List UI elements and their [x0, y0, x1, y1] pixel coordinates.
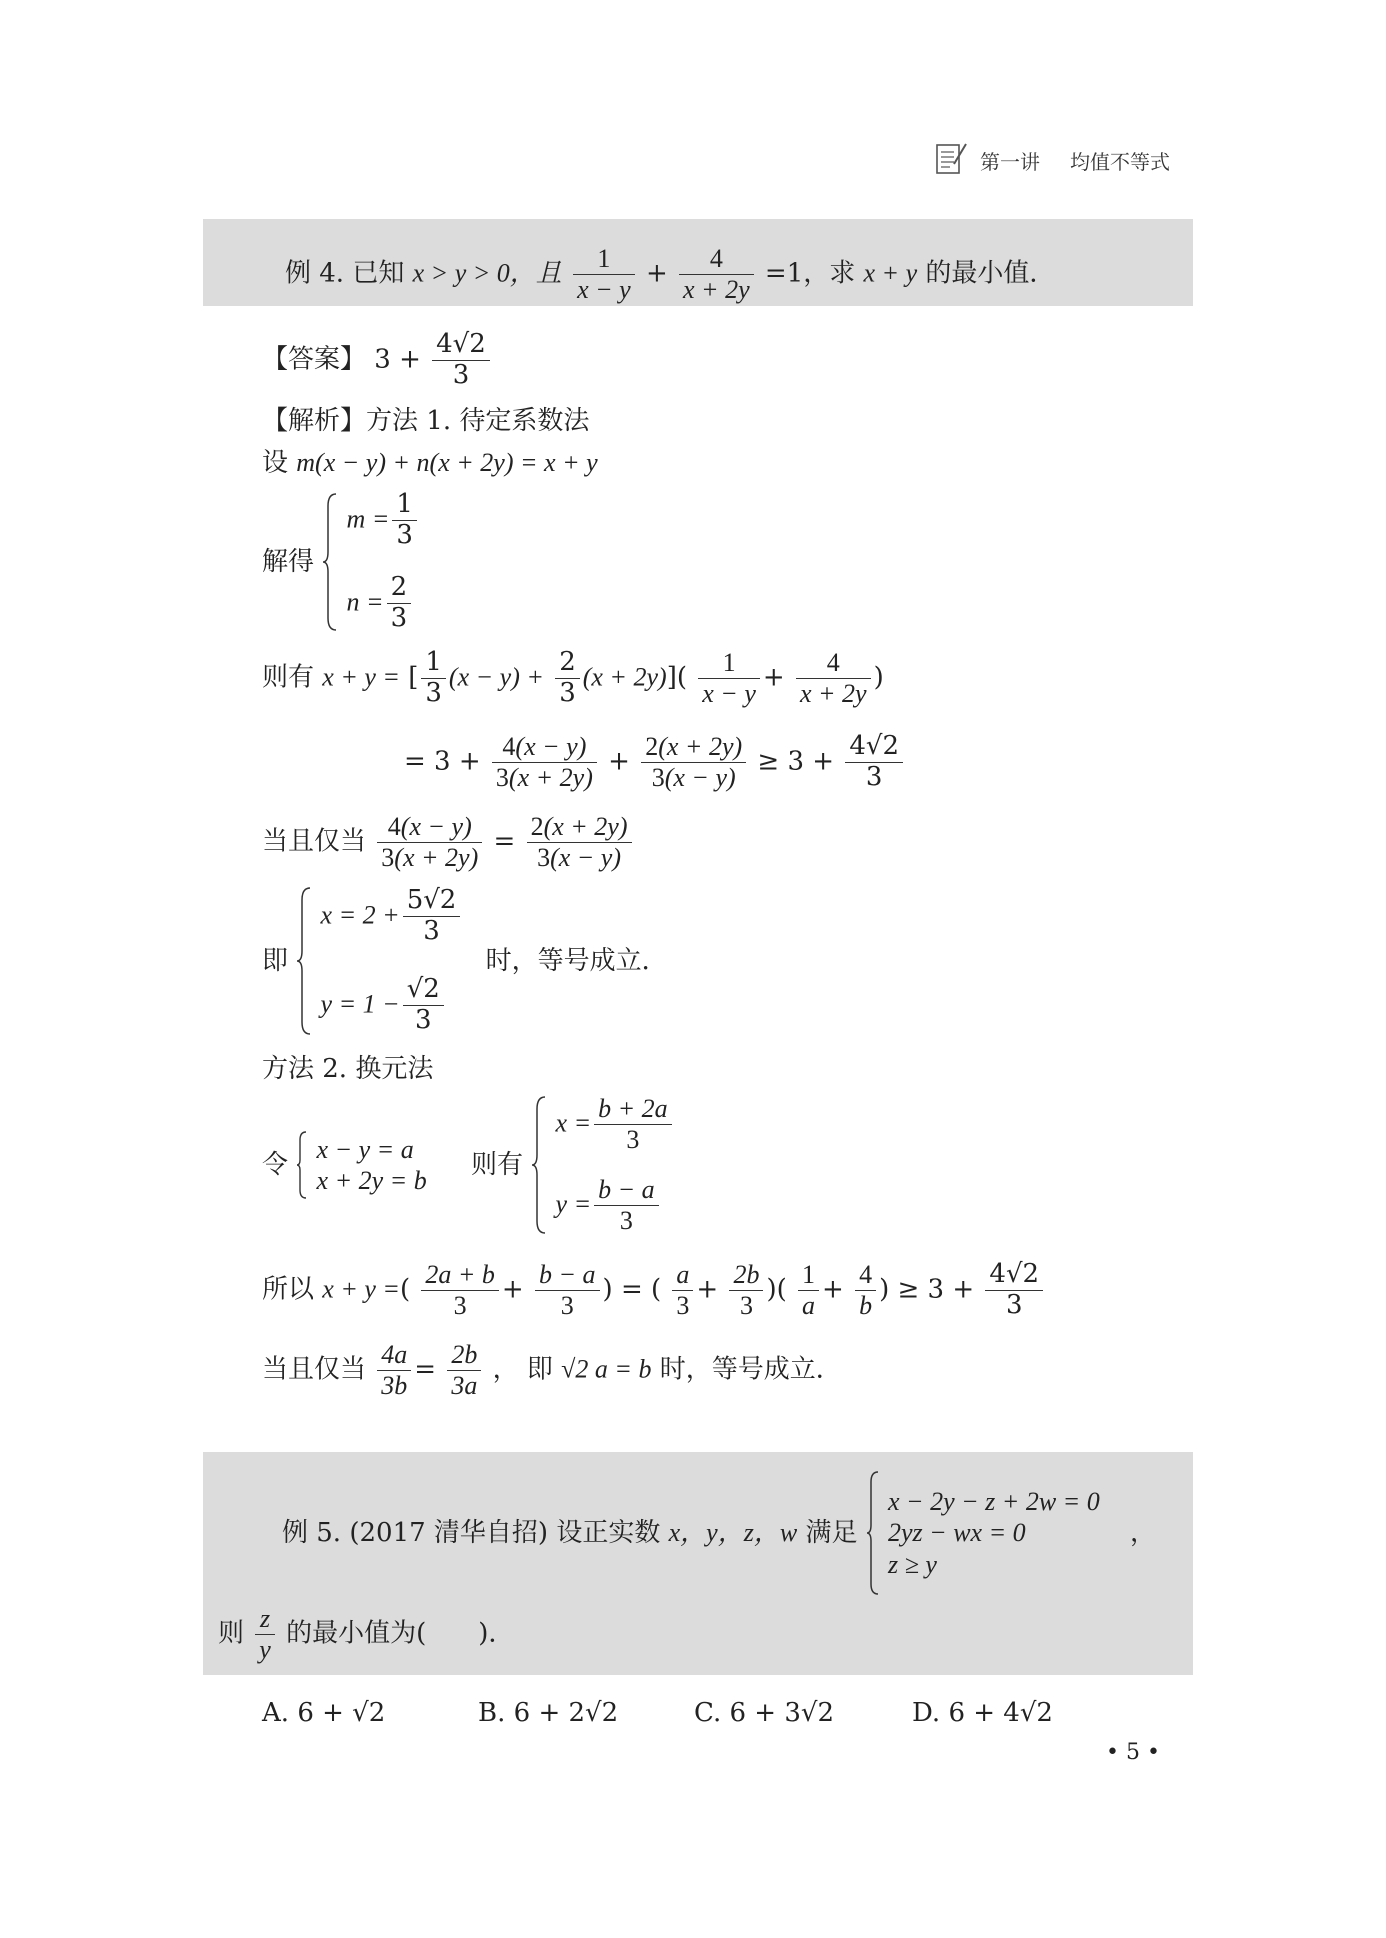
example4-statement: 例 4. 已知 x > y > 0，且 $\frac{1}{x - y}$ + $\frac{4}{x + 2y}$ =1，求 x + y 的最小值．	[285, 244, 1056, 304]
ie-system: 即 x = 2 + $\frac{5√2}{3}$ y = 1 − $\frac{√2}{3}$ 时，等号成立．	[262, 885, 668, 1035]
notebook-icon	[934, 140, 968, 176]
option-b[interactable]: B. 6 + 2√2	[478, 1698, 619, 1728]
page-number: • 5 •	[1106, 1740, 1160, 1765]
answer-label: 【答案】	[262, 344, 367, 375]
analysis-title: 【解析】方法 1. 待定系数法	[262, 406, 590, 436]
example5-ask: 则 $\frac{z}{y}$ 的最小值为( )．	[218, 1604, 515, 1664]
method2-title: 方法 2. 换元法	[262, 1054, 434, 1084]
option-c[interactable]: C. 6 + 3√2	[694, 1698, 835, 1728]
iff2-line: 当且仅当 $\frac{4a}{3b}$ = $\frac{2b}{3a}$ ， 即 √2 a = b 时，等号成立．	[262, 1340, 842, 1400]
then-line: 则有 x + y = [ $\frac{1}{3}$ (x − y) + $\frac{2}{3}$ (x + 2y)]( $\frac{1}{x - y}$ + $\frac{4}{x + 2y}$ )	[262, 647, 884, 708]
so-line: 所以 x + y =( $\frac{2a + b}{3}$ + $\frac{b - a}{3}$ ) = ( $\frac{a}{3}$ + $\frac{2b}{3}$ )( $\frac{1}{a}$ + $\frac{4}{b}$ ) ≥ 3 + $\frac{4√2}{3}$	[262, 1260, 1046, 1321]
header-topic: 均值不等式	[1070, 150, 1170, 174]
expand-line: = 3 + $\frac{4(x - y)}{3(x + 2y)}$ + $\frac{2(x + 2y)}{3(x - y)}$ ≥ 3 + $\frac{4√2}{3}$	[404, 732, 906, 793]
setup-line: 设 m(x − y) + n(x + 2y) = x + y	[262, 448, 598, 478]
option-d[interactable]: D. 6 + 4√2	[912, 1698, 1053, 1728]
iff-line: 当且仅当 $\frac{4(x - y)}{3(x + 2y)}$ = $\frac{2(x + 2y)}{3(x - y)}$	[262, 812, 635, 873]
let-system: 令 x − y = a x + 2y = b 则有 x = $\frac{b + 2a}{3}$ y = $\frac{b - a}{3}$	[262, 1094, 675, 1236]
solve-system: 解得 m = $\frac{1}{3}$ n = $\frac{2}{3}$	[262, 490, 420, 634]
answer-line: 【答案】 3 + $\frac{4√2}{3}$	[262, 330, 493, 391]
example5-statement: 例 5. (2017 清华自招) 设正实数 x，y，z，w 满足 x − 2y − z + 2w = 0 2yz − wx = 0 z ≥ y ，	[282, 1470, 1156, 1596]
header-lecture: 第一讲	[980, 150, 1040, 174]
option-a[interactable]: A. 6 + √2	[262, 1698, 386, 1728]
